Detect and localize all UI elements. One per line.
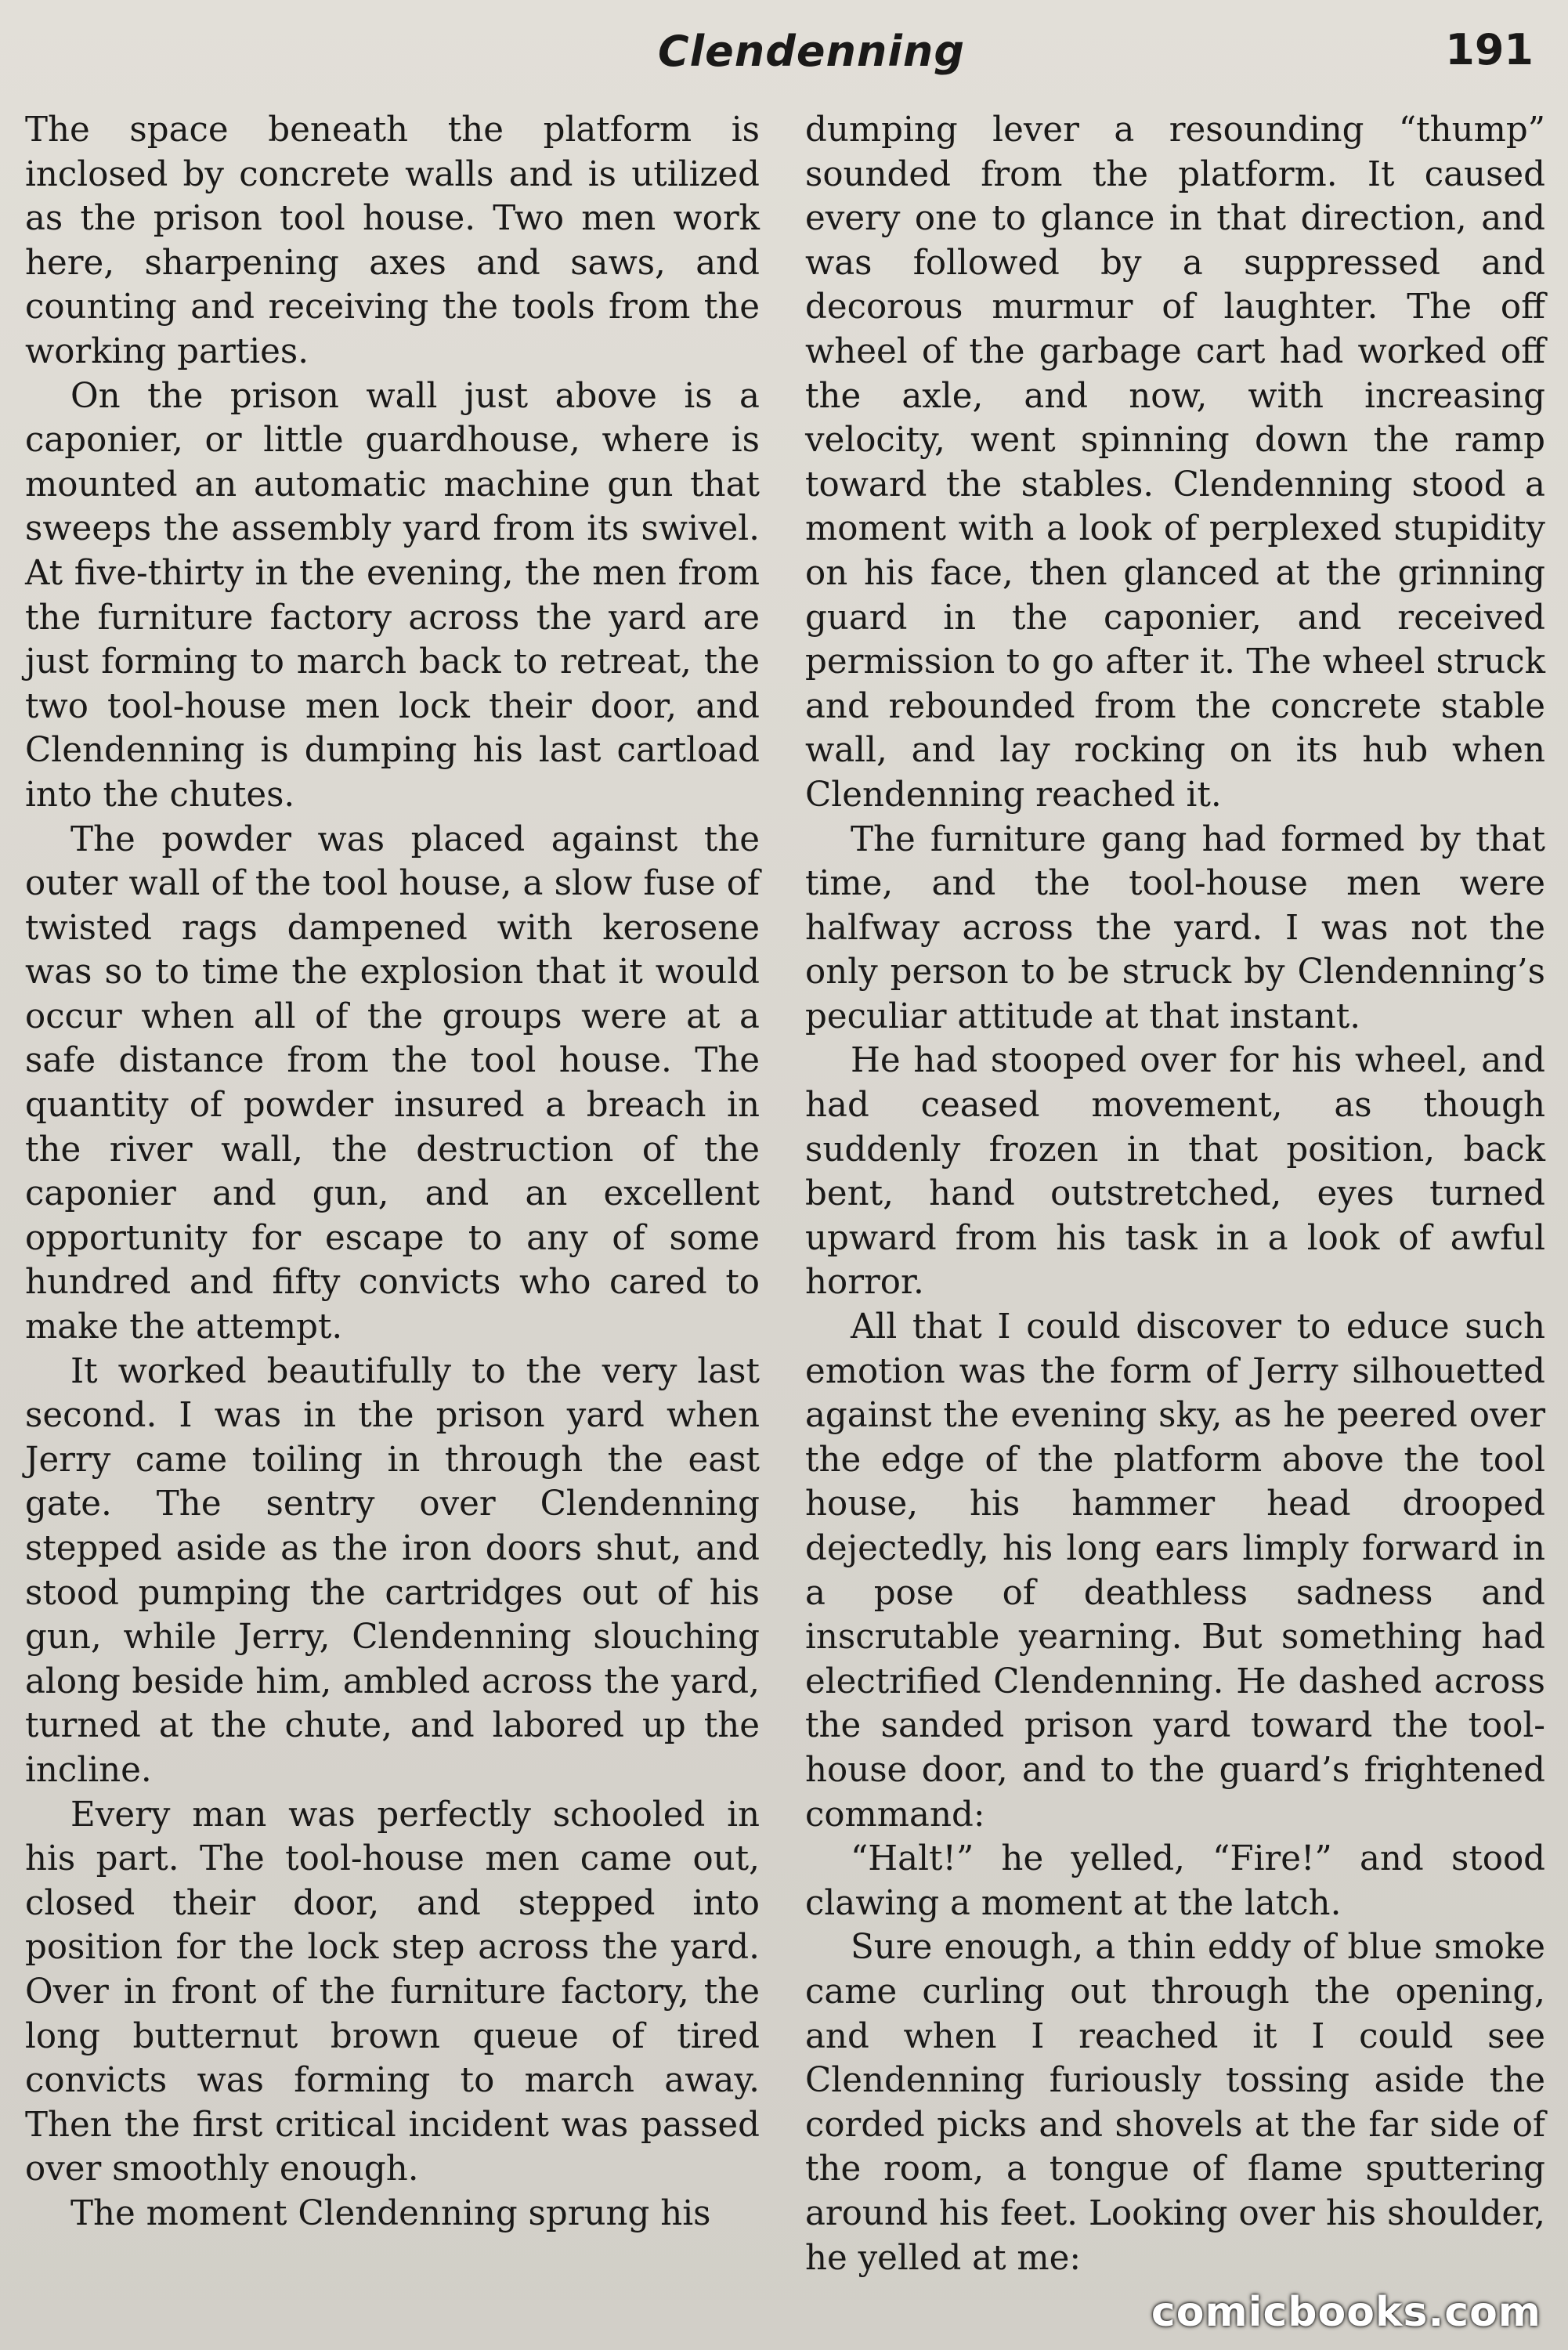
paragraph: The space beneath the platform is inclosed by concrete walls and is utilized as the prison tool house. Two men work here, sharpening axes and saws, and counting and receiving the tools from the working parties. [25,110,760,371]
paragraph: The moment Clendenning sprung his [70,2193,711,2233]
right-column [805,108,1545,2280]
running-title: Clendenning [658,27,965,76]
paragraph: Sure enough, a thin eddy of blue smoke came curling out through the opening, and when I reached it I could see Clendenning furiously tossing aside the corded picks and shovels at the far side of the room, a tongue of flame sputtering around his feet. Looking over his shoulder, he yelled at me: [805,1928,1545,2278]
running-head [0,17,1568,88]
page-number: 191 [1445,25,1534,74]
paragraph: It worked beautifully to the very last second. I was in the prison yard when Jerry came toiling in through the east gate. The sentry over Clendenning stepped aside as the iron doors shut, and stood pumping the cartridges out of his gun, while Jerry, Clendenning slouching along beside him, ambled across the yard, turned at the chute, and labored up the incline. [25,1351,760,1790]
paragraph: “Halt!” he yelled, “Fire!” and stood clawing a moment at the latch. [805,1839,1545,1923]
paragraph: He had stooped over for his wheel, and had ceased movement, as though suddenly frozen in that position, back bent, hand outstretched, eyes turned upward from his task in a look of awful horror. [805,1041,1545,1303]
paragraph: On the prison wall just above is a caponier, or little guardhouse, where is mounted an automatic machine gun that sweeps the assembly yard from its swivel. At five-thirty in the evening, the men from the furniture factory across the yard are just forming to march back to retreat, the two tool-house men lock their door, and Clendenning is dumping his last cartload into the chutes. [25,376,760,815]
paragraph: Every man was perfectly schooled in his part. The tool-house men came out, closed their door, and stepped into position for the lock step across the yard. Over in front of the furniture factory, the long butternut brown queue of tired convicts was forming to march away. Then the first critical incident was passed over smoothly enough. [25,1795,760,2189]
left-column [25,108,760,2236]
paragraph: All that I could discover to educe such emotion was the form of Jerry silhouetted against the evening sky, as he peered over the edge of the platform above the tool house, his hammer head drooped dejectedly, his long ears limply forward in a pose of deathless sadness and inscrutable yearning. But something had electrified Clendenning. He dashed across the sanded prison yard toward the tool-house door, and to the guard’s frightened command: [805,1307,1545,1835]
paragraph: The powder was placed against the outer wall of the tool house, a slow fuse of twisted rags dampened with kerosene was so to time the explosion that it would occur when all of the groups were at a safe distance from the tool house. The quantity of powder insured a breach in the river wall, the destruction of the caponier and gun, and an excellent opportunity for escape to any of some hundred and fifty convicts who cared to make the attempt. [25,819,760,1347]
watermark: comicbooks.com [1151,2289,1541,2336]
paragraph: dumping lever a resounding “thump” sounded from the platform. It caused every one to glance in that direction, and was followed by a suppressed and decorous murmur of laughter. The off wheel of the garbage cart had worked off the axle, and now, with increasing velocity, went spinning down the ramp toward the stables. Clendenning stood a moment with a look of perplexed stupidity on his face, then glanced at the grinning guard in the caponier, and received permission to go after it. The wheel struck and rebounded from the concrete stable wall, and lay rocking on its hub when Clendenning reached it. [805,110,1545,815]
paragraph: The furniture gang had formed by that time, and the tool-house men were halfway across the yard. I was not the only person to be struck by Clendenning’s peculiar attitude at that instant. [805,819,1545,1036]
